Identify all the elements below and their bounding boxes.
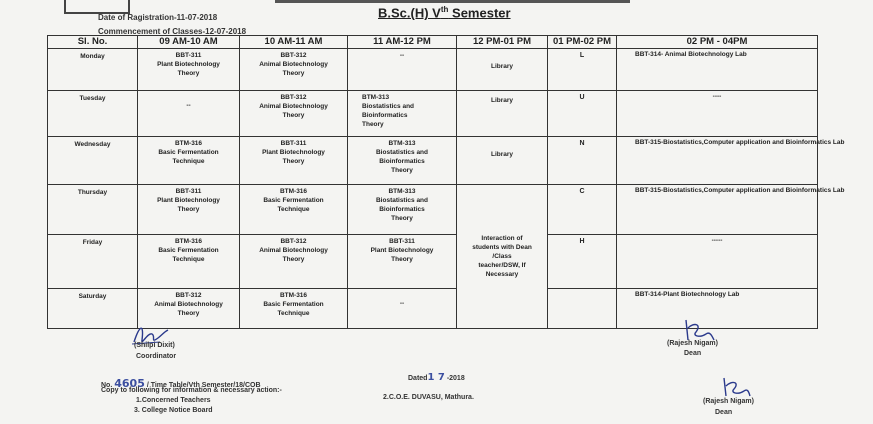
class-cell: BBT-312 Animal Biotechnology Theory [240,91,348,137]
col-header: Sl. No. [48,36,138,49]
class-cell: BBT-311 Plant Biotechnology Theory [138,49,240,91]
class-cell: BBT-312 Animal Biotechnology Theory [240,49,348,91]
dated-line: Dated1 7 -2018 [408,372,465,383]
class-cell: BBT-311 Plant Biotechnology Theory [348,235,457,289]
lunch-letter: N [548,137,617,185]
day-cell: Thursday [48,185,138,235]
dean-signature-2 [718,376,752,400]
table-row [48,91,818,137]
library-cell: Library [457,137,548,185]
day-cell: Saturday [48,289,138,329]
col-header: 11 AM-12 PM [348,36,457,49]
class-cell: -- [138,91,240,137]
reference-line: No. 4605 / Time Table/Vth Semester/18/COB [101,377,261,390]
lunch-letter: H [548,235,617,289]
reference-number: 4605 [114,377,145,390]
day-cell: Tuesday [48,91,138,137]
table-row [48,137,818,185]
lab-cell: BBT-314- Animal Biotechnology Lab [617,49,818,91]
class-cell: BBT-312 Animal Biotechnology Theory [240,235,348,289]
lab-cell: BBT-315-Biostatistics,Computer application and Bioinformatics Lab [617,137,818,185]
lunch-letter: C [548,185,617,235]
class-cell: BTM-316 Basic Fermentation Technique [240,185,348,235]
class-cell: BBT-311 Plant Biotechnology Theory [240,137,348,185]
lunch-letter: U [548,91,617,137]
table-row [48,49,818,91]
lab-cell: ---- [617,91,818,137]
coordinator-title: Coordinator [136,353,177,360]
class-cell: -- [348,49,457,91]
header-box [64,0,130,14]
copy-to-line: Copy to following for information & necessary action:- [101,387,282,394]
dean2-title: Dean [715,409,733,416]
day-cell: Friday [48,235,138,289]
lab-cell: ----- [617,235,818,289]
interaction-cell: Interaction of students with Dean /Class teacher/DSW, If Necessary [457,185,548,329]
day-cell: Monday [48,49,138,91]
class-cell: BBT-312 Animal Biotechnology Theory [138,289,240,329]
lab-cell: BBT-315-Biostatistics,Computer application and Bioinformatics Lab [617,185,818,235]
class-cell: BTM-313 Biostatistics and Bioinformatics Theory [348,91,457,137]
class-cell: -- [348,289,457,329]
library-cell: Library [457,49,548,91]
col-header: 01 PM-02 PM [548,36,617,49]
dean2-name: (Rajesh Nigam) [703,398,754,405]
table-row [48,185,818,235]
registration-date: Date of Ragistration-11-07-2018 [98,13,218,22]
library-cell: Library [457,91,548,137]
class-cell: BBT-311 Plant Biotechnology Theory [138,185,240,235]
class-cell: BTM-316 Basic Fermentation Technique [138,235,240,289]
col-header: 09 AM-10 AM [138,36,240,49]
recipient-item: 1.Concerned Teachers [136,397,211,404]
header-rule [275,0,630,3]
recipient-item: 3. College Notice Board [134,407,213,414]
dean-name: (Rajesh Nigam) [667,340,718,347]
class-cell: BTM-316 Basic Fermentation Technique [240,289,348,329]
col-header: 02 PM - 04PM [617,36,818,49]
timetable [47,35,845,329]
class-cell: BTM-313 Biostatistics and Bioinformatics Theory [348,137,457,185]
semester-title: B.Sc.(H) Vth Semester [378,5,511,21]
class-cell: BTM-316 Basic Fermentation Technique [138,137,240,185]
commencement-date: Commencement of Classes-12-07-2018 [98,27,247,36]
col-header: 10 AM-11 AM [240,36,348,49]
table-row [48,235,818,289]
dean-title: Dean [684,350,702,357]
day-cell: Wednesday [48,137,138,185]
col-header: 12 PM-01 PM [457,36,548,49]
lab-cell: BBT-314-Plant Biotechnology Lab [617,289,818,329]
timetable-header-row [48,36,818,49]
office-line: 2.C.O.E. DUVASU, Mathura. [383,394,474,401]
dated-handwritten: 1 7 [427,372,445,383]
lunch-letter [548,289,617,329]
class-cell: BTM-313 Biostatistics and Bioinformatics Theory [348,185,457,235]
lunch-letter: L [548,49,617,91]
coordinator-name: (Shilpi Dixit) [134,342,175,349]
